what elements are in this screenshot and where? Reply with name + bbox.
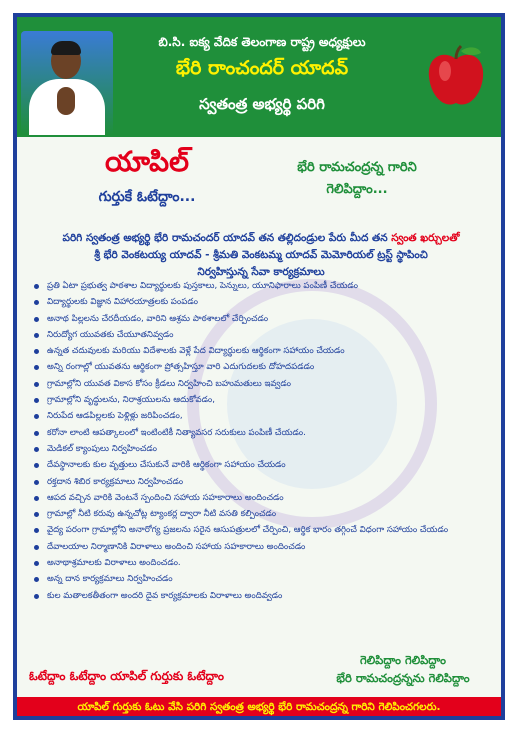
footer-banner xyxy=(17,697,501,720)
symbol-title: యాపిల్ xyxy=(105,145,189,178)
intro-highlight: స్వంత ఖర్చులతో xyxy=(391,232,460,244)
slogan-win-line2: భేరి రామచంద్రన్నను గెలిపిద్దాం xyxy=(336,671,470,685)
candidate-photo xyxy=(21,31,113,135)
list-item: వైద్య పరంగా గ్రామాల్లోని అనారోగ్య ప్రజలను సరైన ఆసుపత్రులలో చేర్పించి, ఆర్థిక భారం తగ్గించే విధంగా సహాయం చేయడం xyxy=(31,525,493,536)
list-item: అనాథాశ్రమాలకు విరాళాలు అందించడం. xyxy=(31,558,493,569)
slogan-win-line1: గెలిపిద్దాం గెలిపిద్దాం xyxy=(360,653,446,667)
list-item: దేవస్థానాలకు కుల వృత్తులు చేసుకునే వారికి ఆర్థికంగా సహాయం చేయడం xyxy=(31,460,493,471)
activities-list xyxy=(31,281,493,607)
list-item: కరోనా లాంటి ఆపత్కాలంలో ఇంటింటికీ నిత్యావసర సరుకులు పంపిణీ చేయడం. xyxy=(31,428,493,439)
tagline-right-line2: గెలిపిద్దాం... xyxy=(326,182,388,197)
candidate-name: భేరి రాంచందర్ యాదవ్ xyxy=(175,57,349,79)
header-designation: బి.సి. ఐక్య వేదిక తెలంగాణ రాష్ట్ర అధ్యక్షులు xyxy=(158,35,366,49)
tagline-right-line1: భేరి రామచంద్రన్న గారిని xyxy=(297,160,417,175)
trust-intro xyxy=(31,230,491,281)
list-item: గ్రామాల్లో నీటి కరువు ఉన్నచోట్ల ట్యాంకర్ల ద్వారా నీటి వసతి కల్పించడం xyxy=(31,509,493,520)
footer-appeal: యాపిల్ గుర్తుకు ఓటు వేసి పరిగి స్వతంత్ర అభ్యర్థి భేరి రామచంద్రన్న గారిని గెలిపించగలరు. xyxy=(77,701,441,713)
poster xyxy=(13,13,505,720)
list-item: గ్రామాల్లోని వృద్ధులను, నిరాశ్రయులను ఆదుకోవడం, xyxy=(31,395,493,406)
list-item: రక్తదాన శిబిర కార్యక్రమాలు నిర్వహించడం xyxy=(31,477,493,488)
list-item: ప్రతి ఏటా ప్రభుత్వ పాఠశాల విద్యార్థులకు పుస్తకాలు, పెన్నులు, యూనిఫారాలు పంపిణీ చేయడం xyxy=(31,281,493,292)
intro-part2: శ్రీ భేరి వెంకటయ్య యాదవ్ - శ్రీమతి వెంకటమ్మ యాదవ్ మెమోరియల్ ట్రస్ట్ స్థాపించి xyxy=(94,249,428,261)
list-item: అన్న దాన కార్యక్రమాలు నిర్వహించడం xyxy=(31,574,493,585)
list-item: మెడికల్ క్యాంపులు నిర్వహించడం xyxy=(31,444,493,455)
symbol-subtitle: గుర్తుకే ఓటేద్దాం... xyxy=(98,189,196,205)
symbol-block xyxy=(57,145,237,208)
list-item: కుల మతాలకతీతంగా అందరి దైవ కార్యక్రమాలకు విరాళాలు అందివ్వడం xyxy=(31,591,493,602)
list-item: ఉన్నత చదువులకు మరియు విదేశాలకు వెళ్లే పేద విద్యార్థులకు ఆర్థికంగా సహాయం చేయడం xyxy=(31,346,493,357)
list-item: నిరుపేద ఆడపిల్లలకు పెళ్లిళ్లు జరిపించడం, xyxy=(31,411,493,422)
intro-part3: నిర్వహిస్తున్న సేవా కార్యక్రమాలు xyxy=(197,266,325,278)
list-item: అనాథ పిల్లలను చేరదీయడం, వారిని ఆశ్రమ పాఠశాలలో చేర్పించడం xyxy=(31,314,493,325)
list-item: గ్రామాల్లోని యువత వికాస కోసం క్రీడలు నిర్వహించి బహుమతులు ఇవ్వడం xyxy=(31,379,493,390)
list-item: అన్ని రంగాల్లో యువతను ఆర్థికంగా ప్రోత్సహిస్తూ వారి ఎదుగుదలకు దోహదపడడం xyxy=(31,362,493,373)
list-item: నిరుద్యోగ యువతకు చేయూతనివ్వడం xyxy=(31,330,493,341)
list-item: దేవాలయాల నిర్మాణానికి విరాళాలు అందించి సహాయ సహకారాలు అందించడం xyxy=(31,542,493,553)
header-banner xyxy=(17,17,501,137)
tagline-right xyxy=(247,157,467,201)
slogan-win xyxy=(307,651,499,687)
list-item: ఆపద వచ్చిన వారికి వెంటనే స్పందించి సహాయ సహకారాలు అందించడం xyxy=(31,493,493,504)
header-constituency: స్వతంత్ర అభ్యర్థి పరిగి xyxy=(199,95,325,113)
list-item: విద్యార్థులకు విజ్ఞాన విహారయాత్రలకు పంపడం xyxy=(31,297,493,308)
intro-part1: పరిగి స్వతంత్ర అభ్యర్థి భేరి రామచందర్ యాదవ్ తన తల్లిదండ్రుల పేరు మీద తన xyxy=(62,232,392,244)
apple-symbol-icon xyxy=(425,43,487,109)
slogan-vote: ఓటేద్దాం ఓటేద్దాం యాపిల్ గుర్తుకు ఓటేద్దాం xyxy=(29,669,224,683)
